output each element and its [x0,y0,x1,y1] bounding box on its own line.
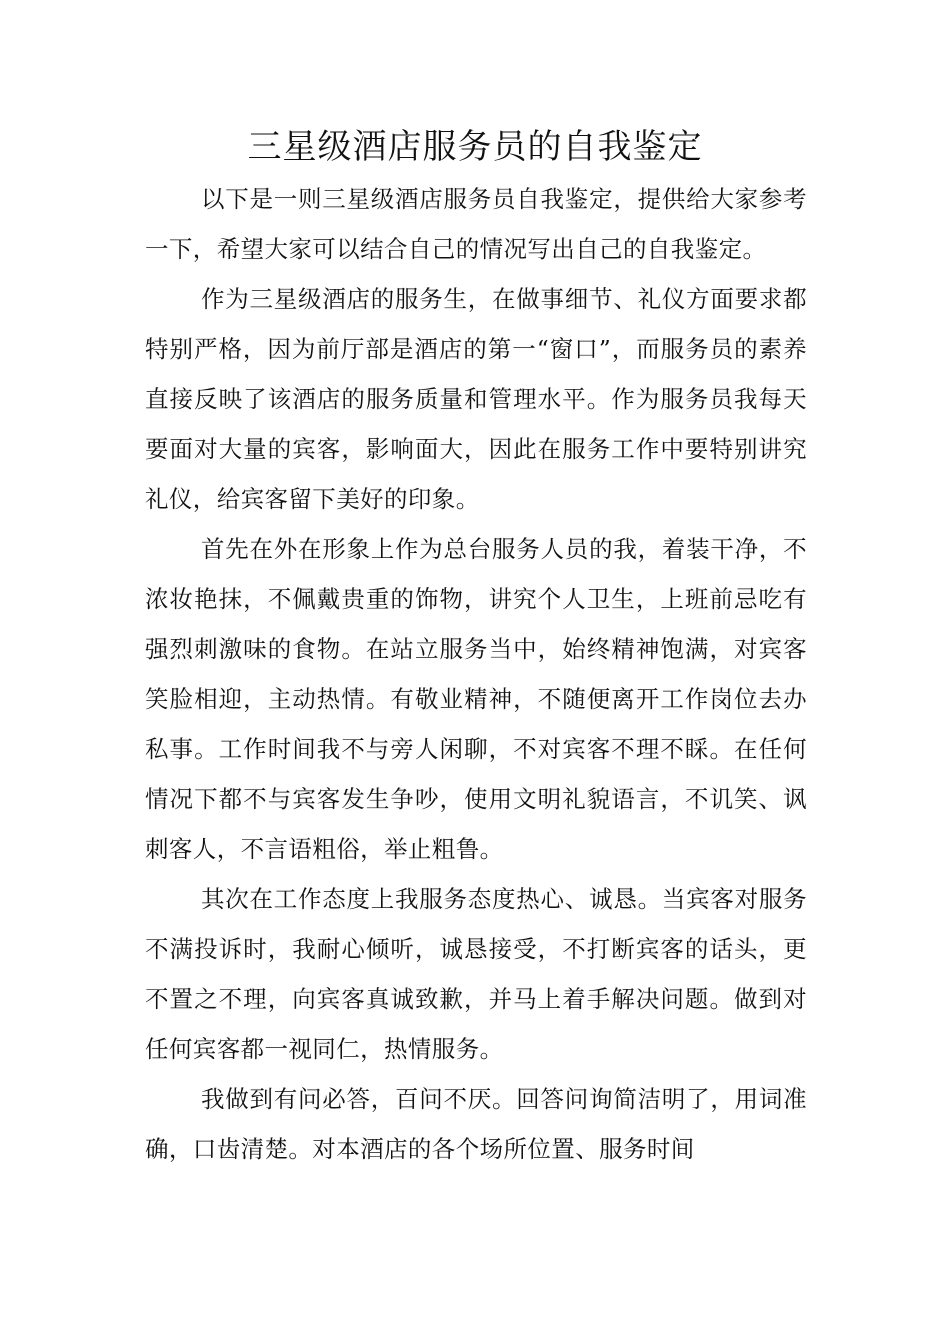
document-title: 三星级酒店服务员的自我鉴定 [247,127,703,167]
paragraph-attitude: 其次在工作态度上我服务态度热心、诚恳。当宾客对服务不满投诉时，我耐心倾听，诚恳接受，不打断宾客的话头，更不置之不理，向宾客真诚致歉，并马上着手解决问题。做到对任何宾客都一视同仁，热情服务。 [145,885,807,1063]
paragraph-intro: 以下是一则三星级酒店服务员自我鉴定，提供给大家参考一下，希望大家可以结合自己的情况写出自己的自我鉴定。 [145,185,807,263]
paragraph-answers: 我做到有问必答，百问不厌。回答问询简洁明了，用词准确，口齿清楚。对本酒店的各个场所位置、服务时间 [145,1085,807,1163]
paragraph-appearance: 首先在外在形象上作为总台服务人员的我，着装干净，不浓妆艳抹，不佩戴贵重的饰物，讲究个人卫生，上班前忌吃有强烈刺激味的食物。在站立服务当中，始终精神饱满，对宾客笑脸相迎，主动热情。有敬业精神，不随便离开工作岗位去办私事。工作时间我不与旁人闲聊，不对宾客不理不睬。在任何情况下都不与宾客发生争吵，使用文明礼貌语言，不讥笑、讽刺客人，不言语粗俗，举止粗鲁。 [145,535,807,863]
paragraph-role: 作为三星级酒店的服务生，在做事细节、礼仪方面要求都特别严格，因为前厅部是酒店的第一“窗口”，而服务员的素养直接反映了该酒店的服务质量和管理水平。作为服务员我每天要面对大量的宾客，影响面大，因此在服务工作中要特别讲究礼仪，给宾客留下美好的印象。 [145,285,807,513]
document-body [145,174,807,1174]
